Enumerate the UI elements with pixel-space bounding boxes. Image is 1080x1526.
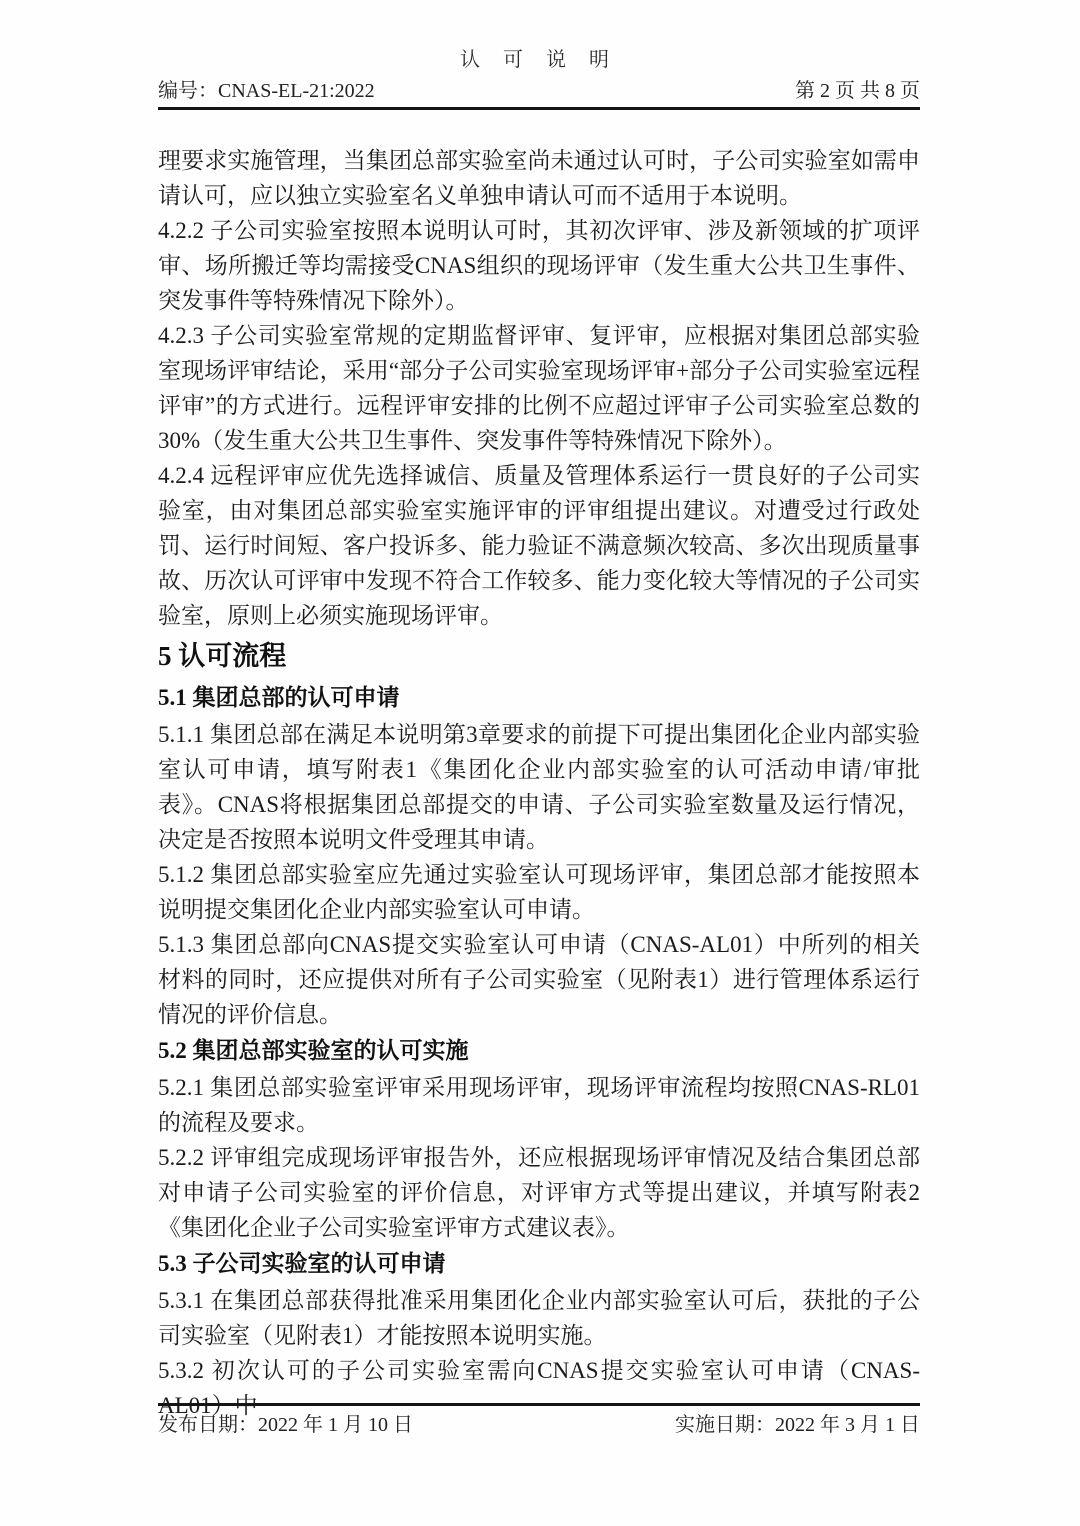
- paragraph-5-3-1: 5.3.1 在集团总部获得批准采用集团化企业内部实验室认可后，获批的子公司实验室（见附表1）才能按照本说明实施。: [158, 1288, 920, 1348]
- paragraph-4-2-1-continuation: 理要求实施管理，当集团总部实验室尚未通过认可时，子公司实验室如需申请认可，应以独立实验室名义单独申请认可而不适用于本说明。: [158, 148, 920, 208]
- header-meta-row: [158, 78, 920, 104]
- document-header: [158, 0, 920, 110]
- paragraph-4-2-3: 4.2.3 子公司实验室常规的定期监督评审、复评审，应根据对集团总部实验室现场评审结论，采用“部分子公司实验室现场评审+部分子公司实验室远程评审”的方式进行。远程评审安排的比例不应超过评审子公司实验室总数的30%（发生重大公共卫生事件、突发事件等特殊情况下除外）。: [158, 323, 920, 453]
- paragraph-4-2-4: 4.2.4 远程评审应优先选择诚信、质量及管理体系运行一贯良好的子公司实验室，由对集团总部实验室实施评审的评审组提出建议。对遭受过行政处罚、运行时间短、客户投诉多、能力验证不满意频次较高、多次出现质量事故、历次认可评审中发现不符合工作较多、能力变化较大等情况的子公司实验室，原则上必须实施现场评审。: [158, 463, 920, 628]
- paragraph-5-1-1: 5.1.1 集团总部在满足本说明第3章要求的前提下可提出集团化企业内部实验室认可申请，填写附表1《集团化企业内部实验室的认可活动申请/审批表》。CNAS将根据集团总部提交的申请、子公司实验室数量及运行情况，决定是否按照本说明文件受理其申请。: [158, 722, 920, 852]
- document-title: 认 可 说 明: [460, 49, 618, 71]
- document-footer: [158, 1403, 920, 1438]
- paragraph-4-2-2: 4.2.2 子公司实验室按照本说明认可时，其初次评审、涉及新领域的扩项评审、场所搬迁等均需接受CNAS组织的现场评审（发生重大公共卫生事件、突发事件等特殊情况下除外）。: [158, 218, 920, 313]
- subheading-5-1: 5.1 集团总部的认可申请: [158, 685, 400, 710]
- page-number-info: 第 2 页 共 8 页: [795, 80, 920, 102]
- section-heading-5: 5 认可流程: [158, 641, 287, 671]
- paragraph-5-1-2: 5.1.2 集团总部实验室应先通过实验室认可现场评审，集团总部才能按照本说明提交集团化企业内部实验室认可申请。: [158, 862, 920, 922]
- document-body: [158, 143, 920, 1423]
- release-date: 发布日期：2022 年 1 月 10 日: [158, 1414, 413, 1436]
- page-content: [158, 0, 920, 1423]
- paragraph-5-3-2: 5.3.2 初次认可的子公司实验室需向CNAS提交实验室认可申请（CNAS-AL01）中: [158, 1358, 920, 1418]
- implementation-date: 实施日期：2022 年 3 月 1 日: [675, 1414, 920, 1436]
- paragraph-5-1-3: 5.1.3 集团总部向CNAS提交实验室认可申请（CNAS-AL01）中所列的相关材料的同时，还应提供对所有子公司实验室（见附表1）进行管理体系运行情况的评价信息。: [158, 932, 920, 1027]
- subheading-5-3: 5.3 子公司实验室的认可申请: [158, 1251, 446, 1276]
- document-number: 编号：CNAS-EL-21:2022: [158, 80, 375, 102]
- subheading-5-2: 5.2 集团总部实验室的认可实施: [158, 1038, 469, 1063]
- paragraph-5-2-2: 5.2.2 评审组完成现场评审报告外，还应根据现场评审情况及结合集团总部对申请子公司实验室的评价信息，对评审方式等提出建议，并填写附表2《集团化企业子公司实验室评审方式建议表》。: [158, 1145, 920, 1240]
- header-divider: [158, 107, 920, 110]
- paragraph-5-2-1: 5.2.1 集团总部实验室评审采用现场评审，现场评审流程均按照CNAS-RL01的流程及要求。: [158, 1075, 920, 1135]
